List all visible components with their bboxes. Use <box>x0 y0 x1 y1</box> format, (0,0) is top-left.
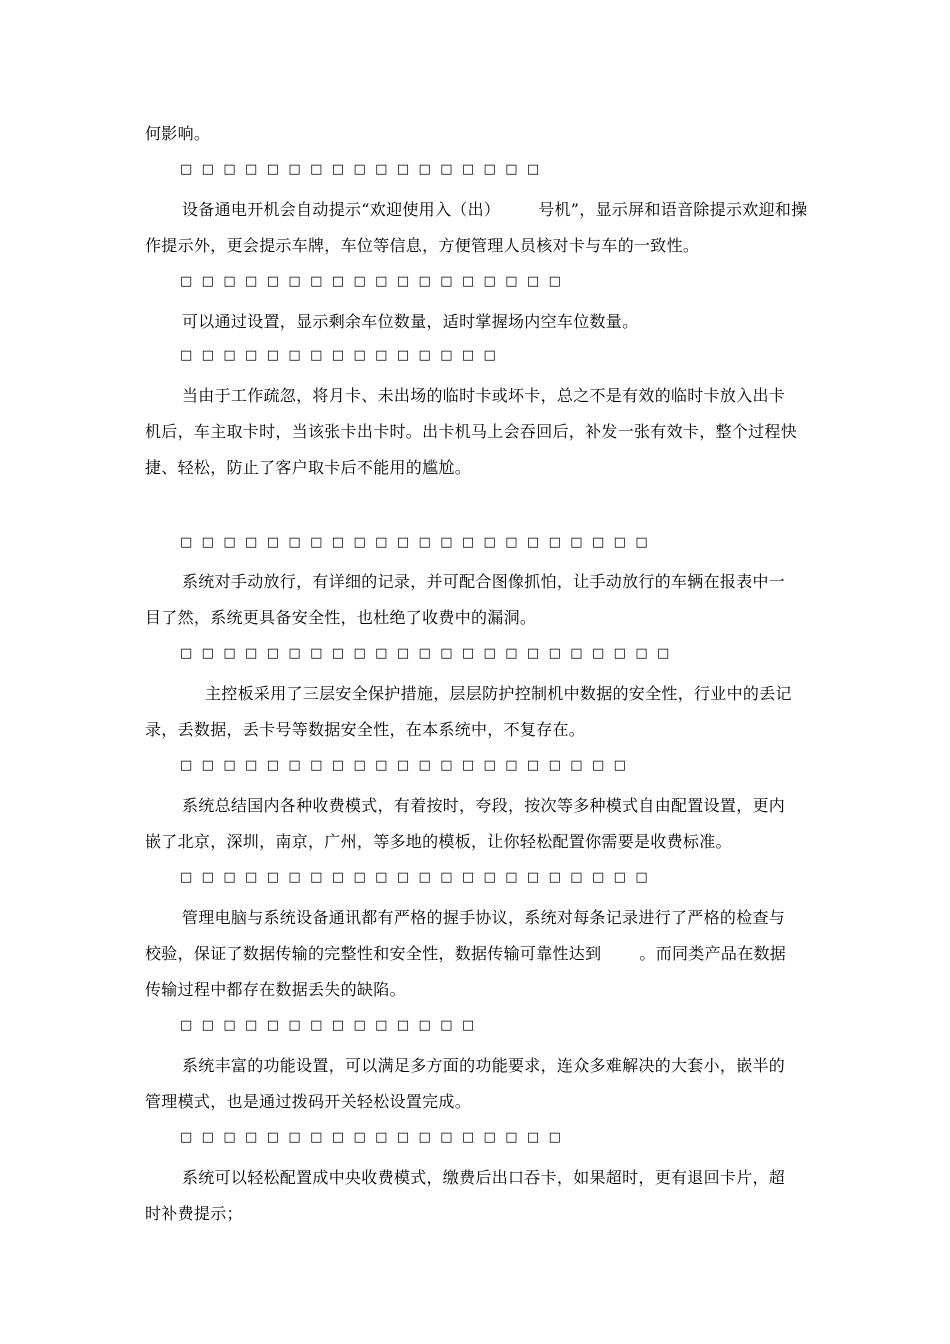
paragraph-text: 设备通电开机会自动提示“欢迎使用入（出） <box>182 200 501 219</box>
paragraph-text: 号机”，显示屏和语音除提示欢迎和操 <box>538 200 808 219</box>
paragraph-line: 机后，车主取卡时，当该张卡出卡时。出卡机马上会吞回后，补发一张有效卡，整个过程快 <box>145 422 798 441</box>
placeholder-heading: □□□□□□□□□□□□□□□□□□□□□ <box>180 758 636 773</box>
paragraph-line: 当由于工作疏忽，将月卡、未出场的临时卡或坏卡，总之不是有效的临时卡放入出卡 <box>182 386 786 405</box>
paragraph-text: 。而同类产品在数据 <box>639 944 787 963</box>
placeholder-heading: □□□□□□□□□□□□□□□□□□□□□□ <box>180 870 658 885</box>
paragraph-line: 录，丢数据，丢卡号等数据安全性，在本系统中，不复存在。 <box>145 720 586 739</box>
paragraph-line: 系统总结国内各种收费模式，有着按时，夸段，按次等多种模式自由配置设置，更内 <box>182 796 786 815</box>
placeholder-heading: □□□□□□□□□□□□□□□□□□□□□□ <box>180 535 658 550</box>
paragraph-line: 主控板采用了三层安全保护措施，层层防护控制机中数据的安全性，行业中的丢记 <box>205 684 792 703</box>
paragraph-line: 管理电脑与系统设备通讯都有严格的握手协议，系统对每条记录进行了严格的检查与 <box>182 908 786 927</box>
paragraph-line: 系统丰富的功能设置，可以满足多方面的功能要求，连众多难解决的大套小，嵌半的 <box>182 1056 786 1075</box>
paragraph-line: 捷、轻松，防止了客户取卡后不能用的尴尬。 <box>145 458 472 477</box>
paragraph-line: 嵌了北京，深圳，南京，广州，等多地的模板，让你轻松配置你需要是收费标准。 <box>145 832 732 851</box>
paragraph-line: 传输过程中都存在数据丢失的缺陷。 <box>145 980 406 999</box>
paragraph-text: 校验，保证了数据传输的完整性和安全性，数据传输可靠性达到 <box>145 944 602 963</box>
paragraph-line <box>145 944 815 964</box>
paragraph-line: 目了然，系统更具备安全性，也杜绝了收费中的漏洞。 <box>145 608 537 627</box>
paragraph-line <box>182 200 852 220</box>
placeholder-heading: □□□□□□□□□□□□□□□□□□ <box>180 274 571 289</box>
placeholder-heading: □□□□□□□□□□□□□□□□□ <box>180 162 549 177</box>
paragraph-line: 作提示外，更会提示车牌，车位等信息，方便管理人员核对卡与车的一致性。 <box>145 236 700 255</box>
paragraph-line: 何影响。 <box>145 124 211 143</box>
placeholder-heading: □□□□□□□□□□□□□□ <box>180 1018 484 1033</box>
paragraph-line: 系统对手动放行，有详细的记录，并可配合图像抓怕，让手动放行的车辆在报表中一 <box>182 572 786 591</box>
paragraph-line: 管理模式，也是通过拨码开关轻松设置完成。 <box>145 1092 472 1111</box>
paragraph-line: 时补费提示； <box>145 1204 243 1223</box>
paragraph-line: 可以通过设置，显示剩余车位数量，适时掌握场内空车位数量。 <box>182 312 639 331</box>
paragraph-line: 系统可以轻松配置成中央收费模式，缴费后出口吞卡，如果超时，更有退回卡片，超 <box>182 1168 786 1187</box>
placeholder-heading: □□□□□□□□□□□□□□□□□□□□□□□ <box>180 646 679 661</box>
placeholder-heading: □□□□□□□□□□□□□□□□□□ <box>180 1130 571 1145</box>
placeholder-heading: □□□□□□□□□□□□□□□ <box>180 348 506 363</box>
